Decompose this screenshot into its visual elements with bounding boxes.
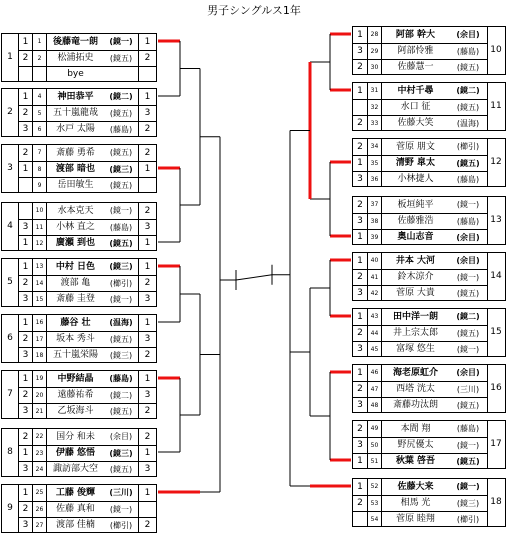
group-number: 17 [490, 439, 502, 449]
seed-number: 37 [367, 197, 381, 213]
column-divider [487, 309, 488, 356]
group-number: 13 [490, 215, 502, 225]
player-name: 奥山志音 [381, 229, 449, 245]
position: 2 [18, 429, 32, 445]
column-divider [487, 27, 488, 74]
group-number: 12 [490, 157, 502, 167]
club-name: (鏡三) [104, 161, 138, 177]
player-name: 諏訪部大空 [46, 461, 104, 477]
rank: 3 [138, 331, 156, 347]
club-name: (鏡三) [109, 262, 133, 271]
position: 1 [353, 229, 367, 245]
player-name: 斎藤 圭登 [46, 291, 104, 307]
club-name: (三川) [109, 488, 133, 497]
group-number: 6 [7, 333, 13, 343]
group-number: 4 [7, 221, 13, 231]
player-name: 中村千尋 [381, 83, 449, 99]
position: 1 [357, 311, 363, 322]
position: 3 [18, 291, 32, 307]
rank: 3 [138, 105, 156, 121]
club-name: (藤島) [456, 424, 480, 433]
player-name: 菅原 朋文 [381, 139, 449, 155]
position: 1 [18, 259, 32, 275]
seed-number: 12 [32, 235, 46, 251]
rank: 2 [138, 347, 156, 363]
seed-number: 33 [367, 115, 381, 131]
seed-number: 9 [32, 177, 46, 193]
position: 2 [353, 269, 367, 285]
position: 1 [353, 155, 367, 171]
player-name: 佐藤大笑 [381, 115, 449, 131]
club-name: (余目) [449, 229, 487, 245]
club-name: (鏡五) [449, 325, 487, 341]
position: 1 [353, 453, 367, 469]
position: 3 [353, 43, 367, 59]
seed-number: 5 [32, 105, 46, 121]
position: 2 [357, 141, 363, 152]
left-group-5 [1, 258, 157, 307]
seed-number: 13 [32, 259, 46, 275]
position [353, 99, 367, 115]
position: 1 [18, 161, 32, 177]
player-name: 五十嵐栄陽 [46, 347, 104, 363]
rank: 2 [138, 517, 156, 533]
club-name: (鏡一) [104, 501, 138, 517]
player-name: 渡部 亀 [46, 275, 104, 291]
club-name: (鏡一) [449, 341, 487, 357]
column-divider [487, 365, 488, 412]
position: 2 [353, 115, 367, 131]
seed-number: 4 [32, 89, 46, 105]
seed-number: 20 [32, 387, 46, 403]
player-name: 中村 日色 [46, 259, 104, 275]
player-name: 菅原 大貴 [381, 285, 449, 301]
seed-number: 14 [32, 275, 46, 291]
seed-number: 54 [367, 511, 381, 527]
player-name: 佐藤 真和 [46, 501, 104, 517]
seed-number: 44 [367, 325, 381, 341]
position: 3 [353, 171, 367, 187]
left-group-7 [1, 370, 157, 419]
position: 1 [357, 367, 363, 378]
position: 1 [357, 481, 363, 492]
group-number: 10 [490, 45, 502, 55]
club-name: (鏡一) [449, 437, 487, 453]
player-name: 遠藤祐希 [46, 387, 104, 403]
position: 2 [18, 145, 32, 161]
player-name: 田中洋一朗 [381, 309, 449, 325]
player-name: 乙坂海斗 [46, 403, 104, 419]
player-name: 佐藤慧一 [381, 59, 449, 75]
final-line [236, 275, 272, 280]
position: 1 [357, 85, 363, 96]
position: 2 [353, 325, 367, 341]
club-name: (鏡五) [104, 105, 138, 121]
club-name: (鏡二) [456, 86, 480, 95]
player-name: 国分 和未 [46, 429, 104, 445]
position: 3 [18, 403, 32, 419]
right-group-13 [352, 196, 506, 245]
group-number: 7 [7, 389, 13, 399]
right-group-10 [352, 26, 506, 75]
rank [138, 177, 156, 193]
right-group-14 [352, 252, 506, 301]
left-group-9 [1, 484, 157, 533]
left-group-3 [1, 144, 157, 193]
player-name: 井上宗太郎 [381, 325, 449, 341]
rank: 2 [138, 203, 156, 219]
seed-number: 31 [367, 83, 381, 99]
seed-number: 50 [367, 437, 381, 453]
rank: 2 [138, 50, 156, 66]
left-group-6 [1, 314, 157, 363]
position: 3 [353, 341, 367, 357]
seed-number [32, 66, 46, 82]
rank: 1 [138, 371, 156, 387]
column-divider [487, 479, 488, 526]
position: 2 [18, 331, 32, 347]
player-name: 阿部 幹大 [381, 27, 449, 43]
position: 3 [353, 397, 367, 413]
right-group-15 [352, 308, 506, 357]
rank: 1 [138, 161, 156, 177]
position [18, 177, 32, 193]
club-name: (鏡三) [449, 495, 487, 511]
player-name: 渡部 暗也 [46, 161, 104, 177]
club-name: (鏡一) [109, 37, 133, 46]
seed-number: 53 [367, 495, 381, 511]
club-name: (余目) [456, 368, 480, 377]
club-name: (鏡二) [104, 387, 138, 403]
rank: 2 [138, 403, 156, 419]
player-name: 藤谷 壮 [46, 315, 104, 331]
seed-number: 6 [32, 121, 46, 137]
player-name: 廣瀬 到也 [46, 235, 104, 251]
player-name: 海老原虹介 [381, 365, 449, 381]
group-number: 16 [490, 383, 502, 393]
club-name: (三川) [449, 381, 487, 397]
position: 1 [18, 315, 32, 331]
club-name: (鏡五) [104, 177, 138, 193]
club-name: (鏡五) [449, 155, 487, 171]
player-name: 水本克天 [46, 203, 104, 219]
seed-number: 43 [367, 309, 381, 325]
club-name: (鏡五) [104, 461, 138, 477]
position: 1 [18, 34, 32, 50]
seed-number: 41 [367, 269, 381, 285]
player-name: 伊藤 悠悟 [46, 445, 104, 461]
position: 1 [18, 235, 32, 251]
player-name: 神田恭平 [46, 89, 104, 105]
group-number: 3 [7, 163, 13, 173]
rank [138, 66, 156, 82]
position: 3 [18, 461, 32, 477]
player-name: 秋葉 啓吾 [381, 453, 449, 469]
club-name: (櫛引) [104, 275, 138, 291]
position: 1 [357, 29, 363, 40]
position: 2 [18, 501, 32, 517]
player-name: bye [46, 66, 104, 82]
player-name: 小林 直之 [46, 219, 104, 235]
player-name: 岳田敏生 [46, 177, 104, 193]
player-name: 西塔 洸太 [381, 381, 449, 397]
player-name: 水戸 太陽 [46, 121, 104, 137]
position: 2 [353, 495, 367, 511]
seed-number: 17 [32, 331, 46, 347]
rank: 3 [138, 387, 156, 403]
player-name: 菅原 睦翔 [381, 511, 449, 527]
player-name: 佐藤雅浩 [381, 213, 449, 229]
seed-number: 30 [367, 59, 381, 75]
player-name: 斎藤功汰朗 [381, 397, 449, 413]
club-name: (温海) [109, 318, 133, 327]
group-number: 15 [490, 327, 502, 337]
position: 1 [18, 371, 32, 387]
left-group-2 [1, 88, 157, 137]
column-divider [487, 421, 488, 468]
player-name: 富塚 悠生 [381, 341, 449, 357]
club-name: (櫛引) [104, 517, 138, 533]
club-name: (鏡三) [104, 347, 138, 363]
position: 3 [18, 347, 32, 363]
seed-number: 32 [367, 99, 381, 115]
seed-number: 47 [367, 381, 381, 397]
rank: 3 [138, 291, 156, 307]
seed-number: 2 [32, 50, 46, 66]
group-number: 8 [7, 447, 13, 457]
seed-number: 45 [367, 341, 381, 357]
club-name: (鏡五) [449, 59, 487, 75]
rank: 2 [138, 145, 156, 161]
position [18, 66, 32, 82]
position: 2 [18, 50, 32, 66]
club-name: (鏡二) [456, 312, 480, 321]
seed-number: 23 [32, 445, 46, 461]
page-title: 男子シングルス1年 [207, 4, 301, 17]
player-name: 工藤 俊輝 [46, 485, 104, 501]
club-name: (鏡五) [449, 397, 487, 413]
club-name: (櫛引) [449, 511, 487, 527]
position: 3 [353, 213, 367, 229]
group-number: 5 [7, 277, 13, 287]
club-name: (藤島) [109, 374, 133, 383]
right-group-11 [352, 82, 506, 131]
club-name: (余目) [456, 256, 480, 265]
seed-number: 39 [367, 229, 381, 245]
club-name: (鏡一) [104, 291, 138, 307]
seed-number: 27 [32, 517, 46, 533]
position: 2 [357, 423, 363, 434]
group-number: 11 [490, 101, 502, 111]
player-name: 坂本 秀斗 [46, 331, 104, 347]
column-divider [487, 139, 488, 186]
rank: 2 [138, 275, 156, 291]
player-name: 鈴木涼介 [381, 269, 449, 285]
right-group-16 [352, 364, 506, 413]
position: 2 [18, 105, 32, 121]
club-name [104, 66, 138, 82]
seed-number: 26 [32, 501, 46, 517]
player-name: 佐藤大来 [381, 479, 449, 495]
club-name: (櫛引) [456, 142, 480, 151]
club-name: (鏡三) [104, 445, 138, 461]
position [353, 511, 367, 527]
club-name: (余目) [456, 30, 480, 39]
club-name: (余目) [109, 432, 133, 441]
club-name: (鏡二) [109, 92, 133, 101]
position: 2 [18, 387, 32, 403]
player-name: 清野 皐太 [381, 155, 449, 171]
column-divider [487, 197, 488, 244]
rank: 1 [138, 259, 156, 275]
position: 2 [357, 199, 363, 210]
position: 3 [18, 517, 32, 533]
player-name: 阿部怜雅 [381, 43, 449, 59]
seed-number: 7 [32, 145, 46, 161]
seed-number: 25 [32, 485, 46, 501]
seed-number: 1 [32, 34, 46, 50]
group-number: 9 [7, 503, 13, 513]
seed-number: 49 [367, 421, 381, 437]
player-name: 井本 大河 [381, 253, 449, 269]
seed-number: 40 [367, 253, 381, 269]
seed-number: 24 [32, 461, 46, 477]
club-name: (温海) [449, 115, 487, 131]
group-number: 2 [7, 107, 13, 117]
player-name: 本間 翔 [381, 421, 449, 437]
rank: 1 [138, 315, 156, 331]
position: 2 [353, 59, 367, 75]
club-name: (鏡一) [449, 269, 487, 285]
seed-number: 36 [367, 171, 381, 187]
right-group-17 [352, 420, 506, 469]
club-name: (鏡一) [109, 206, 133, 215]
position: 2 [353, 381, 367, 397]
rank: 2 [138, 429, 156, 445]
seed-number: 51 [367, 453, 381, 469]
position: 2 [18, 275, 32, 291]
player-name: 相馬 光 [381, 495, 449, 511]
left-group-4 [1, 202, 157, 251]
rank: 1 [138, 445, 156, 461]
seed-number: 15 [32, 291, 46, 307]
player-name: 中野結晶 [46, 371, 104, 387]
rank: 3 [138, 219, 156, 235]
player-name: 斎藤 勇希 [46, 145, 104, 161]
seed-number: 29 [367, 43, 381, 59]
player-name: 水口 征 [381, 99, 449, 115]
rank: 1 [138, 235, 156, 251]
club-name: (鏡五) [104, 403, 138, 419]
club-name: (鏡五) [104, 331, 138, 347]
seed-number: 52 [367, 479, 381, 495]
club-name: (鏡五) [449, 453, 487, 469]
club-name: (鏡五) [449, 285, 487, 301]
right-group-12 [352, 138, 506, 187]
seed-number: 8 [32, 161, 46, 177]
position: 1 [18, 89, 32, 105]
club-name: (鏡五) [449, 99, 487, 115]
player-name: 野尻優太 [381, 437, 449, 453]
left-group-1 [1, 33, 157, 82]
position: 3 [18, 121, 32, 137]
club-name: (藤島) [449, 171, 487, 187]
group-number: 1 [7, 52, 13, 62]
seed-number: 16 [32, 315, 46, 331]
column-divider [487, 253, 488, 300]
rank [138, 501, 156, 517]
seed-number: 21 [32, 403, 46, 419]
club-name: (鏡一) [456, 200, 480, 209]
club-name: (鏡五) [109, 148, 133, 157]
seed-number: 11 [32, 219, 46, 235]
right-group-18 [352, 478, 506, 527]
player-name: 五十嵐龍哉 [46, 105, 104, 121]
group-number: 18 [490, 497, 502, 507]
club-name: (藤島) [104, 219, 138, 235]
seed-number: 18 [32, 347, 46, 363]
rank: 1 [138, 485, 156, 501]
seed-number: 46 [367, 365, 381, 381]
position [18, 203, 32, 219]
club-name: (鏡五) [104, 50, 138, 66]
seed-number: 22 [32, 429, 46, 445]
club-name: (藤島) [449, 43, 487, 59]
position: 3 [353, 437, 367, 453]
seed-number: 34 [367, 139, 381, 155]
rank: 3 [138, 461, 156, 477]
seed-number: 10 [32, 203, 46, 219]
left-group-8 [1, 428, 157, 477]
seed-number: 48 [367, 397, 381, 413]
club-name: (鏡五) [104, 235, 138, 251]
position: 1 [357, 255, 363, 266]
position: 1 [18, 445, 32, 461]
player-name: 板垣純平 [381, 197, 449, 213]
seed-number: 19 [32, 371, 46, 387]
seed-number: 42 [367, 285, 381, 301]
position: 1 [18, 485, 32, 501]
club-name: (藤島) [449, 213, 487, 229]
club-name: (鏡一) [456, 482, 480, 491]
rank: 1 [138, 34, 156, 50]
player-name: 後藤竜一朗 [46, 34, 104, 50]
position: 3 [18, 219, 32, 235]
seed-number: 28 [367, 27, 381, 43]
seed-number: 35 [367, 155, 381, 171]
rank: 2 [138, 121, 156, 137]
seed-number: 38 [367, 213, 381, 229]
player-name: 小林捷人 [381, 171, 449, 187]
rank: 1 [138, 89, 156, 105]
player-name: 渡部 佳楠 [46, 517, 104, 533]
club-name: (藤島) [104, 121, 138, 137]
column-divider [487, 83, 488, 130]
position: 3 [353, 285, 367, 301]
player-name: 松浦拓史 [46, 50, 104, 66]
group-number: 14 [490, 271, 502, 281]
